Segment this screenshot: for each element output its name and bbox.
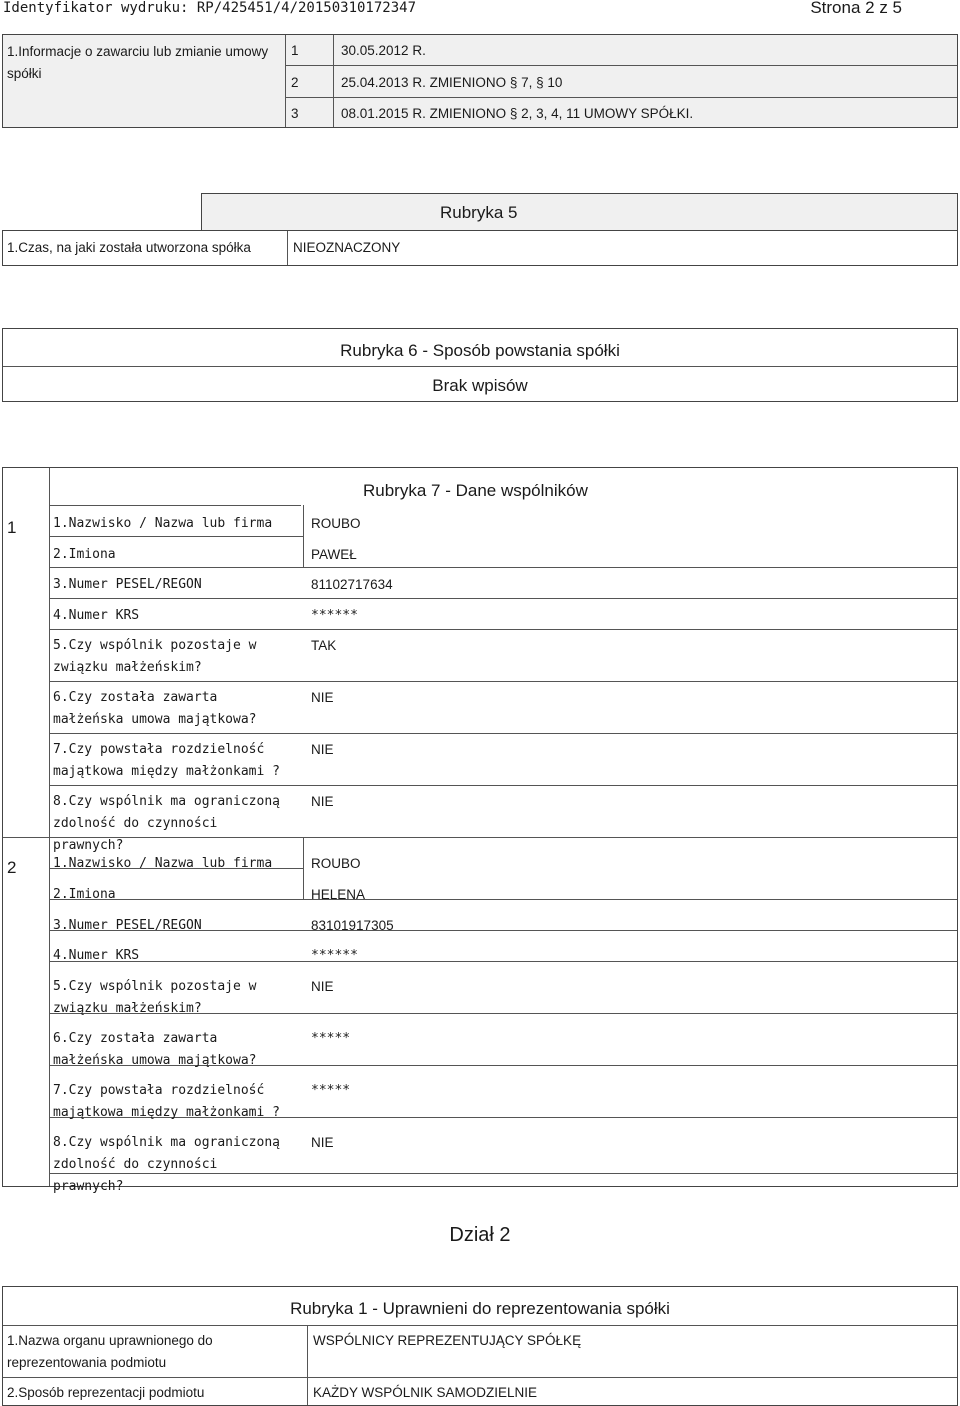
rubryka7-title: Rubryka 7 - Dane wspólników bbox=[363, 481, 588, 500]
partner-field-label: 4.Numer KRS bbox=[53, 948, 140, 963]
partner-field-value: ROUBO bbox=[311, 856, 361, 871]
partner-field-label: 2.Imiona bbox=[53, 887, 116, 902]
partner-number: 1 bbox=[7, 518, 17, 537]
dzial2-title: Dział 2 bbox=[449, 1224, 511, 1246]
partner-field-value: TAK bbox=[311, 638, 337, 653]
partner-number: 2 bbox=[7, 858, 17, 877]
partner-field-value: ***** bbox=[311, 1083, 351, 1098]
page-number: Strona 2 z 5 bbox=[810, 0, 902, 17]
partner-field-label: 1.Nazwisko / Nazwa lub firma bbox=[53, 856, 273, 871]
partner-field-label: 3.Numer PESEL/REGON bbox=[53, 577, 202, 592]
rubryka6-title: Rubryka 6 - Sposób powstania spółki bbox=[340, 341, 620, 360]
rubryka5-title: Rubryka 5 bbox=[440, 203, 518, 222]
partner-field-value: NIE bbox=[311, 742, 334, 757]
contract-row-num: 1 bbox=[291, 43, 299, 58]
partner-field-label: 7.Czy powstała rozdzielność majątkowa między małżonkami ? bbox=[53, 1083, 280, 1120]
partner-field-value: NIE bbox=[311, 979, 334, 994]
contract-row-num: 3 bbox=[291, 106, 299, 121]
rubryka6-empty: Brak wpisów bbox=[432, 376, 528, 395]
partner-field-value: HELENA bbox=[311, 887, 366, 902]
partner-field-value: 81102717634 bbox=[311, 577, 393, 592]
rubryka5-label: 1.Czas, na jaki została utworzona spółka bbox=[7, 240, 251, 255]
partner-field-value: NIE bbox=[311, 690, 334, 705]
rubryka6-section bbox=[2, 328, 958, 402]
partner-field-label: 5.Czy wspólnik pozostaje w związku małżeńskim? bbox=[53, 979, 257, 1016]
partner-field-value: NIE bbox=[311, 1135, 334, 1150]
contract-row-text: 25.04.2013 R. ZMIENIONO § 7, § 10 bbox=[341, 75, 563, 90]
rubryka5-value: NIEOZNACZONY bbox=[293, 240, 401, 255]
dzial2-row-label: 2.Sposób reprezentacji podmiotu bbox=[7, 1385, 205, 1400]
contract-row-num: 2 bbox=[291, 75, 299, 90]
partner-field-value: 83101917305 bbox=[311, 918, 394, 933]
contract-row-text: 08.01.2015 R. ZMIENIONO § 2, 3, 4, 11 UMOWY SPÓŁKI. bbox=[341, 106, 694, 121]
dzial2-rubryka1-title: Rubryka 1 - Uprawnieni do reprezentowania spółki bbox=[290, 1299, 670, 1318]
partner-field-label: 6.Czy została zawarta małżeńska umowa majątkowa? bbox=[53, 690, 257, 727]
partner-field-label: 5.Czy wspólnik pozostaje w związku małżeńskim? bbox=[53, 638, 257, 675]
partner-field-label: 2.Imiona bbox=[53, 547, 116, 562]
dzial2-row-value: KAŻDY WSPÓLNIK SAMODZIELNIE bbox=[313, 1385, 538, 1400]
partner-field-label: 8.Czy wspólnik ma ograniczoną zdolność do czynności prawnych? bbox=[53, 1135, 280, 1194]
dzial2-row-value: WSPÓLNICY REPREZENTUJĄCY SPÓŁKĘ bbox=[313, 1333, 582, 1348]
contract-info-label: 1.Informacje o zawarciu lub zmianie umowy spółki bbox=[7, 44, 269, 81]
partner-field-label: 3.Numer PESEL/REGON bbox=[53, 918, 202, 933]
dzial2-rubryka1-section bbox=[2, 1286, 958, 1406]
partner-field-value: ****** bbox=[311, 608, 358, 623]
contract-row-text: 30.05.2012 R. bbox=[341, 43, 426, 58]
partner-field-label: 1.Nazwisko / Nazwa lub firma bbox=[53, 516, 273, 531]
rubryka5-header bbox=[201, 193, 958, 231]
partner-field-value: PAWEŁ bbox=[311, 547, 357, 562]
partner-field-value: ROUBO bbox=[311, 516, 361, 531]
partner-field-value: ****** bbox=[311, 948, 358, 963]
partner-field-label: 8.Czy wspólnik ma ograniczoną zdolność do czynności prawnych? bbox=[53, 794, 280, 853]
partner-field-value: ***** bbox=[311, 1031, 351, 1046]
partner-field-label: 4.Numer KRS bbox=[53, 608, 140, 623]
contract-info-section bbox=[2, 34, 958, 128]
rubryka7-section bbox=[2, 467, 958, 1194]
print-identifier: Identyfikator wydruku: RP/425451/4/20150310172347 bbox=[3, 0, 417, 16]
dzial2-row-label: 1.Nazwa organu uprawnionego do reprezentowania podmiotu bbox=[7, 1333, 213, 1370]
partner-field-value: NIE bbox=[311, 794, 334, 809]
partner-field-label: 7.Czy powstała rozdzielność majątkowa między małżonkami ? bbox=[53, 742, 280, 779]
rubryka5-row bbox=[2, 230, 958, 266]
partner-field-label: 6.Czy została zawarta małżeńska umowa majątkowa? bbox=[53, 1031, 257, 1068]
